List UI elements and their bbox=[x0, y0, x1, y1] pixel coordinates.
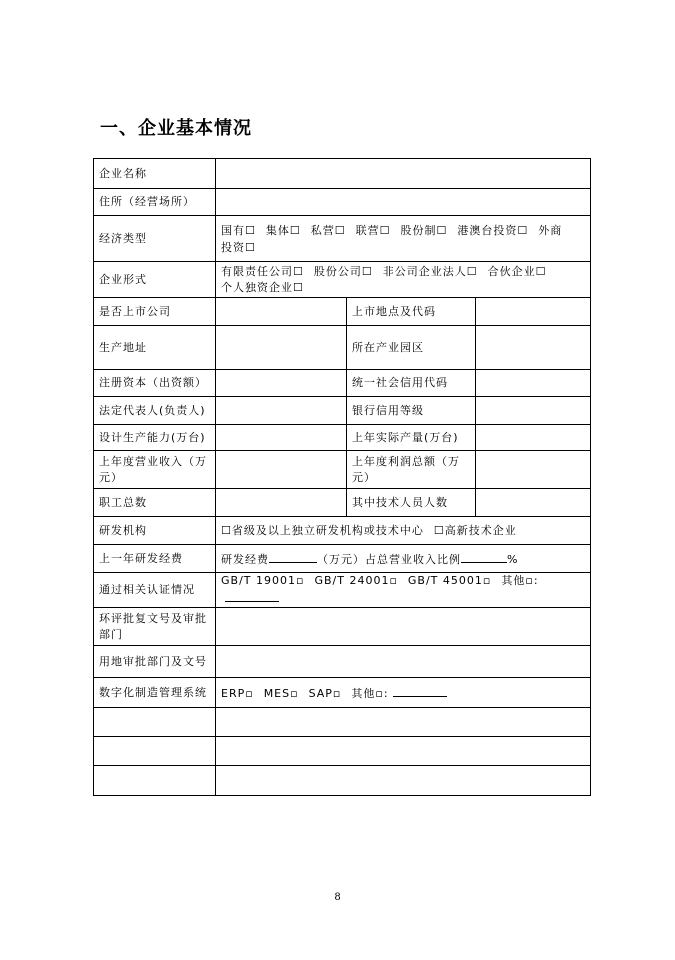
table-row bbox=[94, 298, 591, 326]
label-enterprise-name: 企业名称 bbox=[94, 159, 216, 189]
checkbox-shareholding[interactable]: 股份制☐ bbox=[400, 223, 448, 237]
table-row bbox=[94, 189, 591, 216]
value-bank-credit-grade[interactable] bbox=[476, 397, 591, 425]
checkbox-collective[interactable]: 集体☐ bbox=[265, 223, 301, 237]
empty-value-cell[interactable] bbox=[216, 737, 591, 766]
page-number: 8 bbox=[334, 892, 341, 903]
checkbox-non-corporate[interactable]: 非公司企业法人☐ bbox=[382, 264, 478, 278]
checkbox-erp[interactable]: ERP▫ bbox=[221, 686, 254, 700]
certification-options bbox=[216, 573, 591, 608]
table-row bbox=[94, 573, 591, 608]
checkbox-limited-liability[interactable]: 有限责任公司☐ bbox=[221, 264, 304, 278]
empty-label-cell[interactable] bbox=[94, 737, 216, 766]
label-land-approval: 用地审批部门及文号 bbox=[94, 646, 216, 678]
value-design-capacity[interactable] bbox=[216, 425, 347, 451]
value-listing-place[interactable] bbox=[476, 298, 591, 326]
value-revenue[interactable] bbox=[216, 451, 347, 489]
value-enterprise-name[interactable] bbox=[216, 159, 591, 189]
table-row bbox=[94, 646, 591, 678]
checkbox-high-tech-enterprise[interactable]: ☐高新技术企业 bbox=[433, 523, 517, 537]
empty-label-cell[interactable] bbox=[94, 766, 216, 796]
label-design-capacity: 设计生产能力(万台) bbox=[94, 425, 216, 451]
checkbox-joint-stock[interactable]: 股份公司☐ bbox=[313, 264, 373, 278]
label-actual-output: 上年实际产量(万台) bbox=[347, 425, 476, 451]
checkbox-mes[interactable]: MES▫ bbox=[263, 686, 299, 700]
checkbox-state-owned[interactable]: 国有☐ bbox=[221, 223, 256, 237]
rd-cost-prefix: 研发经费 bbox=[221, 552, 269, 566]
checkbox-gbt-19001[interactable]: GB/T 19001▫ bbox=[221, 574, 305, 587]
table-row bbox=[94, 517, 591, 545]
table-row bbox=[94, 766, 591, 796]
enterprise-info-table bbox=[93, 158, 591, 796]
value-profit[interactable] bbox=[476, 451, 591, 489]
label-listing-place: 上市地点及代码 bbox=[347, 298, 476, 326]
value-actual-output[interactable] bbox=[476, 425, 591, 451]
value-address[interactable] bbox=[216, 189, 591, 216]
table-row bbox=[94, 216, 591, 262]
table-row bbox=[94, 262, 591, 298]
rd-cost-suffix: % bbox=[507, 552, 519, 566]
rd-cost-middle: （万元）占总营业收入比例 bbox=[317, 552, 461, 566]
enterprise-form-options bbox=[216, 262, 591, 298]
table-row bbox=[94, 678, 591, 708]
checkbox-cert-other[interactable]: 其他▫: bbox=[501, 574, 539, 587]
checkbox-hk-macao-taiwan[interactable]: 港澳台投资☐ bbox=[457, 223, 529, 237]
value-registered-capital[interactable] bbox=[216, 370, 347, 397]
empty-label-cell[interactable] bbox=[94, 708, 216, 737]
label-enterprise-form: 企业形式 bbox=[94, 262, 216, 298]
value-listed[interactable] bbox=[216, 298, 347, 326]
digital-other-input[interactable] bbox=[393, 684, 447, 697]
label-total-staff: 职工总数 bbox=[94, 489, 216, 517]
economic-type-options bbox=[216, 216, 591, 262]
value-industrial-park[interactable] bbox=[476, 326, 591, 370]
table-row bbox=[94, 425, 591, 451]
label-digital-system: 数字化制造管理系统 bbox=[94, 678, 216, 708]
foreign-label-part1: 外商 bbox=[538, 223, 563, 237]
label-credit-code: 统一社会信用代码 bbox=[347, 370, 476, 397]
checkbox-joint[interactable]: 联营☐ bbox=[355, 223, 391, 237]
checkbox-provincial-rd-center[interactable]: ☐省级及以上独立研发机构或技术中心 bbox=[221, 523, 424, 537]
label-environmental-approval: 环评批复文号及审批部门 bbox=[94, 608, 216, 646]
value-production-address[interactable] bbox=[216, 326, 347, 370]
checkbox-private[interactable]: 私营☐ bbox=[310, 223, 346, 237]
label-address: 住所（经营场所） bbox=[94, 189, 216, 216]
table-row bbox=[94, 545, 591, 573]
table-row bbox=[94, 326, 591, 370]
checkbox-digital-other[interactable]: 其他▫: bbox=[351, 686, 389, 700]
table-row bbox=[94, 708, 591, 737]
rd-ratio-input[interactable] bbox=[461, 550, 507, 563]
rd-cost-input[interactable] bbox=[269, 550, 317, 563]
checkbox-partnership[interactable]: 合伙企业☐ bbox=[487, 264, 547, 278]
digital-system-options bbox=[216, 678, 591, 708]
value-credit-code[interactable] bbox=[476, 370, 591, 397]
checkbox-gbt-45001[interactable]: GB/T 45001▫ bbox=[407, 574, 492, 587]
label-bank-credit-grade: 银行信用等级 bbox=[347, 397, 476, 425]
table-row bbox=[94, 608, 591, 646]
checkbox-sap[interactable]: SAP▫ bbox=[308, 686, 342, 700]
label-profit: 上年度利润总额（万元） bbox=[347, 451, 476, 489]
section-heading: 一、企业基本情况 bbox=[100, 118, 252, 139]
value-tech-staff[interactable] bbox=[476, 489, 591, 517]
value-legal-representative[interactable] bbox=[216, 397, 347, 425]
label-certification: 通过相关认证情况 bbox=[94, 573, 216, 608]
label-production-address: 生产地址 bbox=[94, 326, 216, 370]
value-environmental-approval[interactable] bbox=[216, 608, 591, 646]
label-tech-staff: 其中技术人员人数 bbox=[347, 489, 476, 517]
table-row bbox=[94, 451, 591, 489]
value-land-approval[interactable] bbox=[216, 646, 591, 678]
checkbox-sole-proprietorship[interactable]: 个人独资企业☐ bbox=[221, 280, 304, 294]
rd-organization-options bbox=[216, 517, 591, 545]
label-industrial-park: 所在产业园区 bbox=[347, 326, 476, 370]
table-row bbox=[94, 397, 591, 425]
label-registered-capital: 注册资本（出资额） bbox=[94, 370, 216, 397]
table-row bbox=[94, 737, 591, 766]
empty-value-cell[interactable] bbox=[216, 708, 591, 737]
checkbox-gbt-24001[interactable]: GB/T 24001▫ bbox=[314, 574, 398, 587]
label-revenue: 上年度营业收入（万元） bbox=[94, 451, 216, 489]
checkbox-foreign[interactable]: 投资☐ bbox=[221, 240, 256, 254]
label-listed: 是否上市公司 bbox=[94, 298, 216, 326]
label-legal-representative: 法定代表人(负责人) bbox=[94, 397, 216, 425]
label-economic-type: 经济类型 bbox=[94, 216, 216, 262]
label-rd-cost: 上一年研发经费 bbox=[94, 545, 216, 573]
label-rd-organization: 研发机构 bbox=[94, 517, 216, 545]
empty-value-cell[interactable] bbox=[216, 766, 591, 796]
cert-other-input[interactable] bbox=[225, 589, 279, 602]
rd-cost-line bbox=[216, 545, 591, 573]
table-row bbox=[94, 159, 591, 189]
value-total-staff[interactable] bbox=[216, 489, 347, 517]
table-row bbox=[94, 489, 591, 517]
table-row bbox=[94, 370, 591, 397]
